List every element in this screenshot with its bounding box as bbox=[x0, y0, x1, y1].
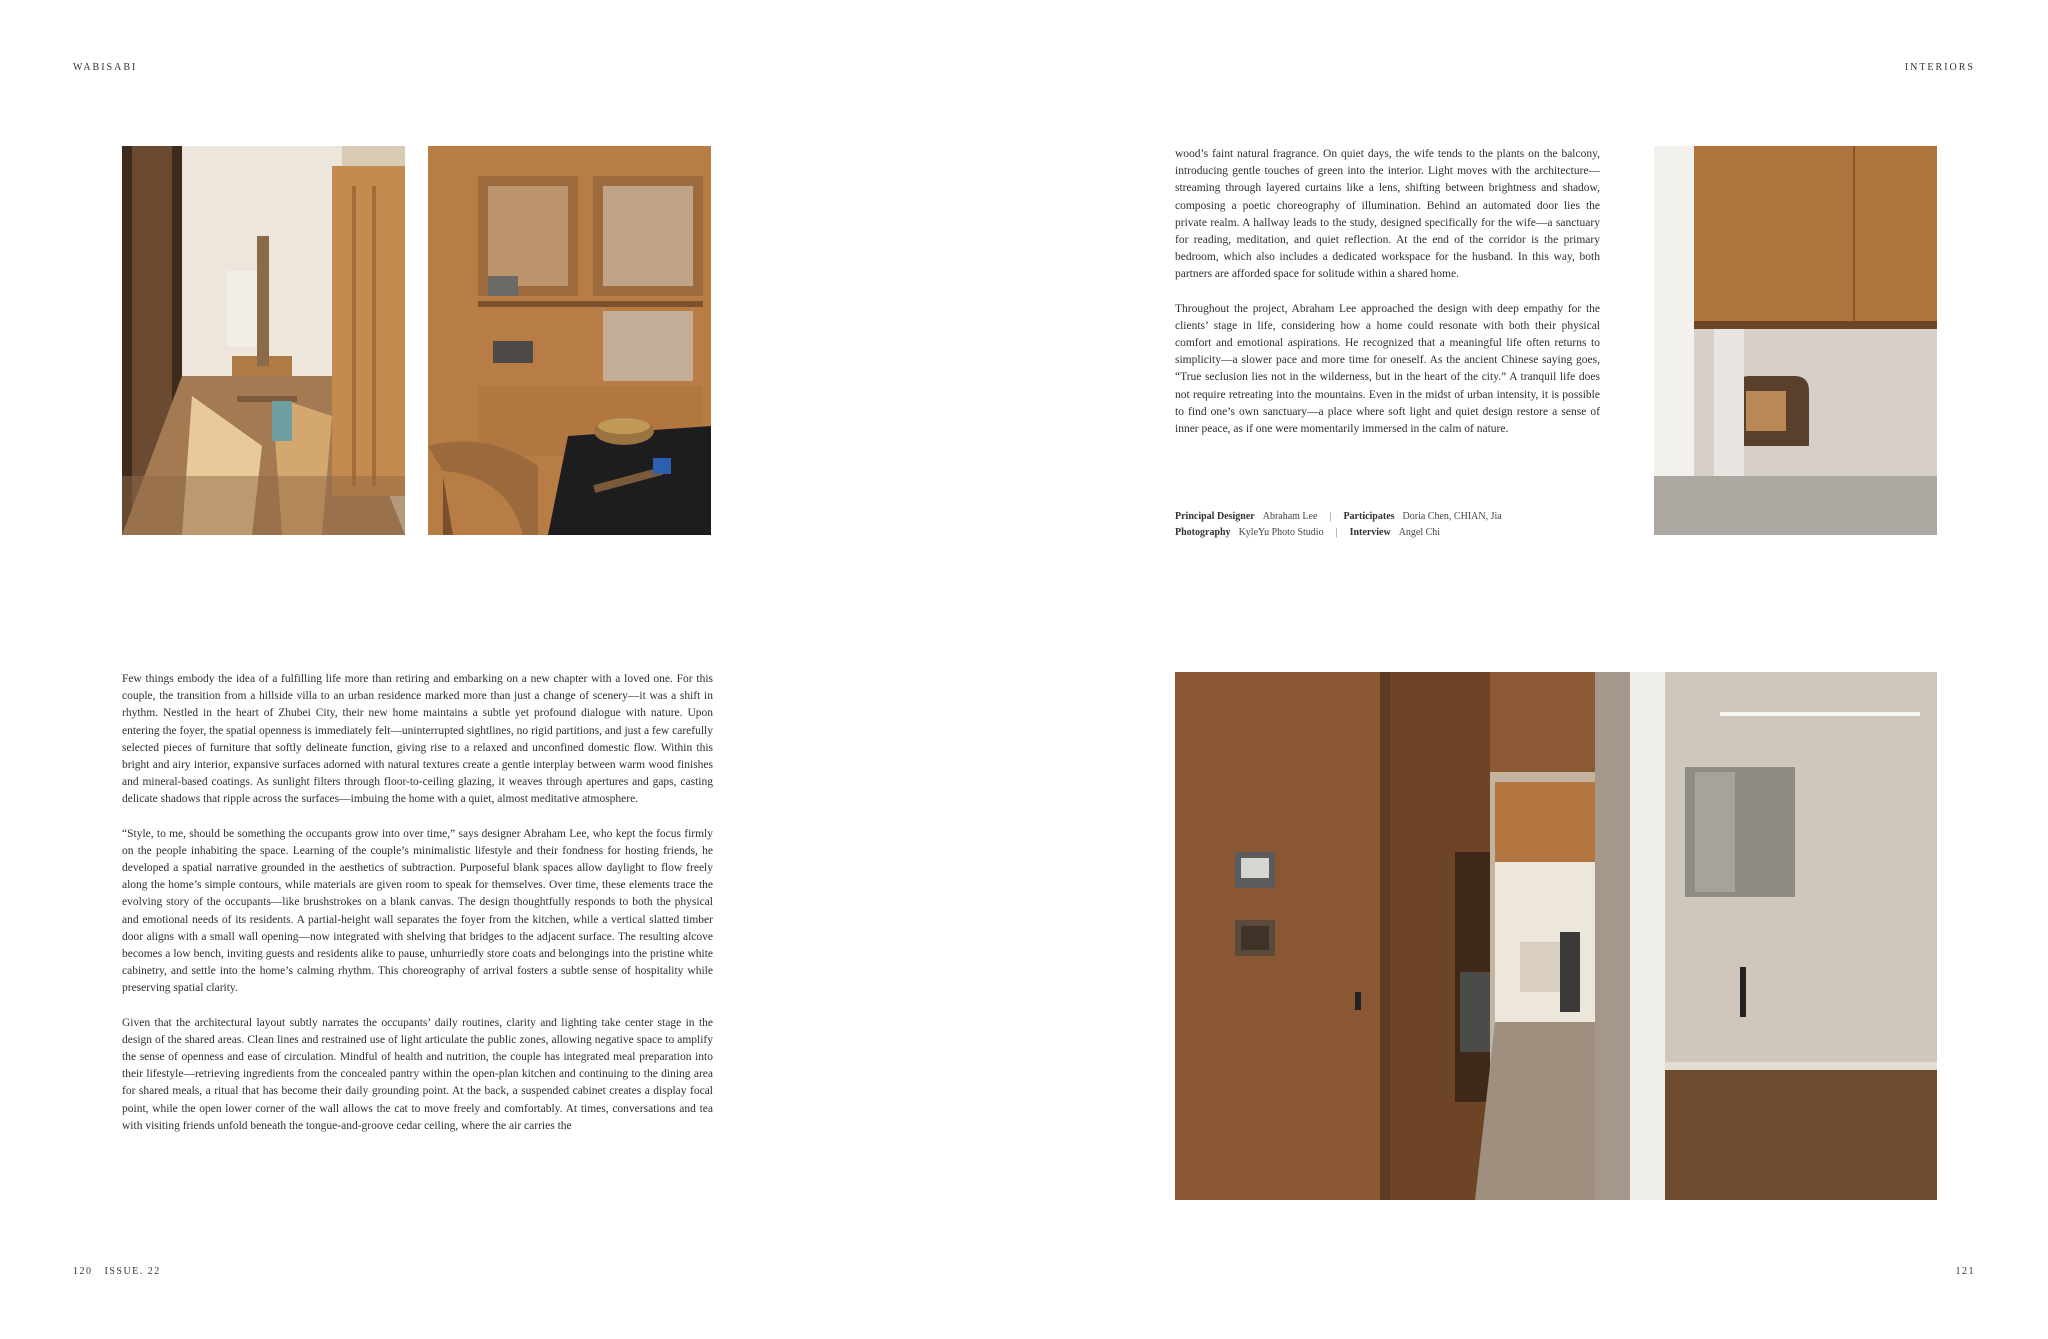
participates-label: Participates bbox=[1343, 511, 1395, 522]
left-article-body bbox=[122, 671, 713, 1152]
running-head-left: WABISABI bbox=[73, 62, 138, 73]
credits-line-2 bbox=[1175, 525, 1502, 541]
left-paragraph-2: “Style, to me, should be something the occupants grow into over time,” says designer Abraham Lee, who kept the focus firmly on the people inhabiting the space. Learning of the couple’s minimalistic lifestyle and their fondness for hosting friends, he developed a spatial narrative grounded in the aesthetics of subtraction. Purposeful blank spaces allow daylight to flow freely along the home’s simple contours, while materials are given room to speak for themselves. Over time, these elements trace the evolving story of the occupants—like brushstrokes on a blank canvas. The design thoughtfully responds to both the physical and emotional needs of its residents. A partial-height wall separates the foyer from the kitchen, while a vertical slatted timber door aligns with a small wall opening—now integrated with shelving that bridges to the adjacent surface. The resulting alcove becomes a low bench, inviting guests and residents alike to pause, unhurriedly store coats and belongings into the pristine white cabinetry, and settle into the home’s calming rhythm. This choreography of arrival fosters a subtle sense of hospitality while preserving spatial clarity. bbox=[122, 827, 713, 995]
credits-block bbox=[1175, 509, 1502, 541]
right-paragraph-2: Throughout the project, Abraham Lee approached the design with deep empathy for the clients’ stage in life, considering how a home could resonate with both their physical comfort and emotional aspirations. He recognized that a meaningful life often returns to simplicity—a slower pace and more time for oneself. As the ancient Chinese saying goes, “True seclusion lies not in the wilderness, but in the heart of the city.” A tranquil life does not require retreating into the mountains. Even in the midst of urban intensity, it is possible to find one’s own sanctuary—a place where soft light and quiet design restore a sense of inner peace, as if one were momentarily immersed in the calm of nature. bbox=[1175, 302, 1600, 436]
page-number-left: 120 bbox=[73, 1266, 93, 1277]
credits-separator: | bbox=[1335, 527, 1338, 538]
cabinet-photo bbox=[428, 146, 711, 535]
principal-designer-value: Abraham Lee bbox=[1262, 511, 1318, 522]
interview-value: Angel Chi bbox=[1398, 527, 1441, 538]
right-paragraph-1: wood’s faint natural fragrance. On quiet days, the wife tends to the plants on the balcony, introducing gentle touches of green into the interior. Light moves with the architecture—streaming through layered curtains like a lens, shifting between brightness and shadow, composing a poetic choreography of illumination. Behind an automated door lies the private realm. A hallway leads to the study, designed specifically for the wife—a sanctuary for reading, meditation, and quiet reflection. At the end of the corridor is the primary bedroom, which also includes a dedicated workspace for the husband. In this way, both partners are afforded space for solitude within a shared home. bbox=[1175, 148, 1600, 281]
folio-right bbox=[1956, 1266, 1976, 1277]
issue-label: ISSUE. 22 bbox=[104, 1266, 161, 1277]
page-number-right: 121 bbox=[1955, 1266, 1975, 1277]
credits-separator: | bbox=[1329, 511, 1332, 522]
folio-left bbox=[73, 1266, 161, 1277]
principal-designer-label: Principal Designer bbox=[1175, 511, 1255, 522]
left-paragraph-1: Few things embody the idea of a fulfilling life more than retiring and embarking on a new chapter with a loved one. For this couple, the transition from a hillside villa to an urban residence marked more than just a change of scenery—it was a shift in rhythm. Nestled in the heart of Zhubei City, their new home maintains a subtle yet profound dialogue with nature. Upon entering the foyer, the spatial openness is immediately felt—uninterrupted sightlines, no rigid partitions, and just a few carefully selected pieces of furniture that softly delineate function, giving rise to a relaxed and unconfined domestic flow. Within this bright and airy interior, expansive surfaces adorned with natural textures create a gentle interplay between warm wood finishes and mineral-based coatings. As sunlight filters through floor-to-ceiling glazing, it weaves through apertures and gaps, casting delicate shadows that ripple across the surfaces—imbuing the home with a quiet, almost meditative atmosphere. bbox=[122, 673, 713, 806]
interview-label: Interview bbox=[1349, 527, 1391, 538]
corridor-photo bbox=[1175, 672, 1937, 1200]
participates-value: Doria Chen, CHIAN, Jia bbox=[1402, 511, 1502, 522]
running-head-right: INTERIORS bbox=[1904, 62, 1975, 73]
credits-line-1 bbox=[1175, 509, 1502, 525]
hallway-photo bbox=[122, 146, 405, 535]
alcove-photo bbox=[1654, 146, 1937, 535]
photography-label: Photography bbox=[1175, 527, 1231, 538]
right-article-body bbox=[1175, 146, 1600, 455]
left-paragraph-3: Given that the architectural layout subtly narrates the occupants’ daily routines, clarity and lighting take center stage in the design of the shared areas. Clean lines and restrained use of light articulate the public zones, allowing negative space to amplify the sense of openness and ease of circulation. Mindful of health and nutrition, the couple has integrated meal preparation into their lifestyle—retrieving ingredients from the concealed pantry within the open-plan kitchen and continuing to the dining area for shared meals, a ritual that has become their daily grounding point. At the back, a suspended cabinet creates a display focal point, while the open lower corner of the wall allows the cat to move freely and comfortably. At times, conversations and tea with visiting friends unfold beneath the tongue-and-groove cedar ceiling, where the air carries the bbox=[122, 1016, 713, 1132]
photography-value: KyleYu Photo Studio bbox=[1238, 527, 1324, 538]
